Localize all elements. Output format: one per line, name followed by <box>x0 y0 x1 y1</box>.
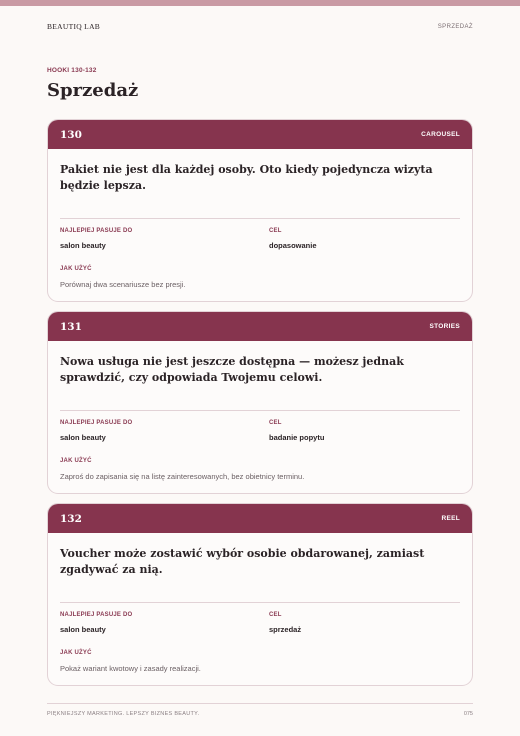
hook-card <box>47 503 473 686</box>
hook-text: Pakiet nie jest dla każdej osoby. Oto kiedy pojedyncza wizyta będzie lepsza. <box>60 163 433 192</box>
hook-card <box>47 311 473 494</box>
card-header <box>48 312 472 341</box>
how-to-use-label: JAK UŻYĆ <box>60 458 92 464</box>
hook-card <box>47 119 473 302</box>
best-fit-label: NAJLEPIEJ PASUJE DO <box>60 228 133 234</box>
best-fit-value: salon beauty <box>60 241 106 250</box>
hook-range-label: HOOKI 130-132 <box>47 67 97 74</box>
goal-label: CEL <box>269 612 282 618</box>
best-fit-value: salon beauty <box>60 433 106 442</box>
format-badge: REEL <box>441 515 460 522</box>
format-badge: CAROUSEL <box>421 131 460 138</box>
format-badge: STORIES <box>429 323 460 330</box>
best-fit-label: NAJLEPIEJ PASUJE DO <box>60 420 133 426</box>
hook-card-list <box>47 119 473 695</box>
how-to-use-value: Porównaj dwa scenariusze bez presji. <box>60 280 186 289</box>
goal-label: CEL <box>269 420 282 426</box>
brand-name: BEAUTIQ LAB <box>47 22 101 31</box>
card-divider <box>60 218 460 219</box>
goal-value: dopasowanie <box>269 241 317 250</box>
goal-label: CEL <box>269 228 282 234</box>
goal-value: badanie popytu <box>269 433 325 442</box>
page-number: 075 <box>463 711 473 717</box>
hook-number: 131 <box>60 320 82 333</box>
page-title: Sprzedaż <box>47 80 139 101</box>
footer-tagline: PIĘKNIEJSZY MARKETING. LEPSZY BIZNES BEAUTY. <box>47 711 200 717</box>
best-fit-value: salon beauty <box>60 625 106 634</box>
how-to-use-label: JAK UŻYĆ <box>60 650 92 656</box>
goal-value: sprzedaż <box>269 625 302 634</box>
card-header <box>48 504 472 533</box>
page-footer <box>47 711 473 717</box>
hook-text: Nowa usługa nie jest jeszcze dostępna — możesz jednak sprawdzić, czy odpowiada Twojemu celowi. <box>60 355 404 384</box>
best-fit-label: NAJLEPIEJ PASUJE DO <box>60 612 133 618</box>
hook-number: 130 <box>60 128 82 141</box>
top-accent-stripe <box>0 0 520 6</box>
how-to-use-value: Zaproś do zapisania się na listę zainteresowanych, bez obietnicy terminu. <box>60 472 305 481</box>
card-divider <box>60 602 460 603</box>
card-divider <box>60 410 460 411</box>
hook-number: 132 <box>60 512 82 525</box>
card-header <box>48 120 472 149</box>
how-to-use-label: JAK UŻYĆ <box>60 266 92 272</box>
hook-text: Voucher może zostawić wybór osobie obdarowanej, zamiast zgadywać za nią. <box>60 547 425 576</box>
footer-divider <box>47 703 473 704</box>
page-header <box>47 22 473 31</box>
how-to-use-value: Pokaż wariant kwotowy i zasady realizacji. <box>60 664 201 673</box>
section-name: SPRZEDAŻ <box>437 23 473 30</box>
